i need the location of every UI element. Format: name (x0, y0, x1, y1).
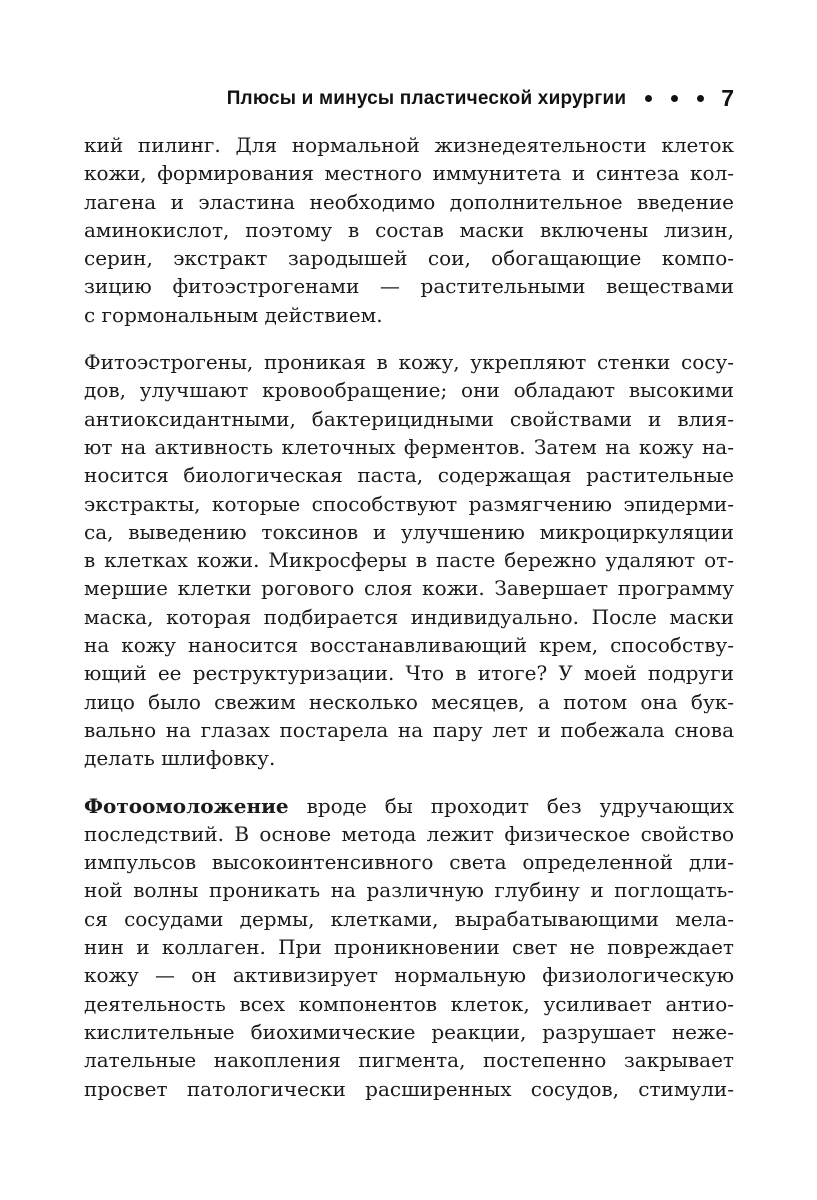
text-line: последствий. В основе метода лежит физическое свойство (84, 821, 734, 846)
paragraph (84, 348, 734, 772)
text-line: кожу — он активизирует нормальную физиологическую (84, 963, 734, 988)
text-line: са, выведению токсинов и улучшению микроциркуляции (84, 519, 734, 544)
running-header (84, 87, 734, 110)
text-line: аминокислот, поэтому в состав маски включены лизин, (84, 217, 734, 242)
page-number: 7 (721, 85, 734, 111)
text-line: на кожу наносится восстанавливающий крем, способству- (84, 633, 734, 658)
header-title: Плюсы и минусы пластической хирургии (226, 87, 627, 109)
text-line: Фитоэстрогены, проникая в кожу, укрепляют стенки сосу- (84, 350, 734, 375)
text-line: Фотоомоложение вроде бы проходит без удручающих (84, 793, 734, 818)
text-line: носится биологическая паста, содержащая растительные (84, 463, 734, 488)
bold-lead-word: Фотоомоложение (84, 793, 289, 818)
text-line: нин и коллаген. При проникновении свет не повреждает (84, 935, 734, 960)
text-line: в клетках кожи. Микросферы в пасте бережно удаляют от- (84, 548, 734, 573)
text-line: ющий ее реструктуризации. Что в итоге? У моей подруги (84, 661, 734, 686)
text-line: делать шлифовку. (84, 746, 276, 771)
text-line: ют на активность клеточных ферментов. Затем на кожу на- (84, 434, 734, 459)
separator-dot-icon (645, 95, 652, 102)
text-line: серин, экстракт зародышей сои, обогащающие компо- (84, 246, 734, 271)
text-line: импульсов высокоинтенсивного света определенной дли- (84, 850, 734, 875)
text-line: кислительные биохимические реакции, разрушает неже- (84, 1019, 734, 1044)
text-line: экстракты, которые способствуют размягчению эпидерми- (84, 491, 734, 516)
paragraph (84, 792, 734, 1103)
paragraph (84, 131, 734, 329)
paragraphs (84, 131, 734, 1122)
text-line: антиоксидантными, бактерицидными свойствами и влия- (84, 406, 734, 431)
text-line: кий пилинг. Для нормальной жизнедеятельности клеток (84, 133, 734, 157)
text-line: мершие клетки рогового слоя кожи. Завершает программу (84, 576, 734, 601)
header-dots (626, 95, 704, 102)
text-line: вально на глазах постарела на пару лет и побежала снова (84, 717, 734, 742)
text-line: деятельность всех компонентов клеток, усиливает антио- (84, 991, 734, 1016)
text-line: зицию фитоэстрогенами — растительными веществами (84, 274, 734, 299)
text-line: с гормональным действием. (84, 302, 383, 327)
separator-dot-icon (697, 95, 704, 102)
text-line: ной волны проникать на различную глубину и поглощать- (84, 878, 734, 903)
text-line: лательные накопления пигмента, постепенно закрывает (84, 1048, 734, 1073)
text-line: просвет патологически расширенных сосудов, стимули- (84, 1076, 734, 1101)
text-line: маска, которая подбирается индивидуально. После маски (84, 604, 734, 629)
text-line: дов, улучшают кровообращение; они обладают высокими (84, 378, 734, 403)
text-line: лицо было свежим несколько месяцев, а потом она бук- (84, 689, 734, 714)
text-line: ся сосудами дермы, клетками, вырабатывающими мела- (84, 906, 734, 931)
text-line: лагена и эластина необходимо дополнительное введение (84, 189, 734, 214)
text-line: кожи, формирования местного иммунитета и синтеза кол- (84, 161, 734, 186)
separator-dot-icon (671, 95, 678, 102)
